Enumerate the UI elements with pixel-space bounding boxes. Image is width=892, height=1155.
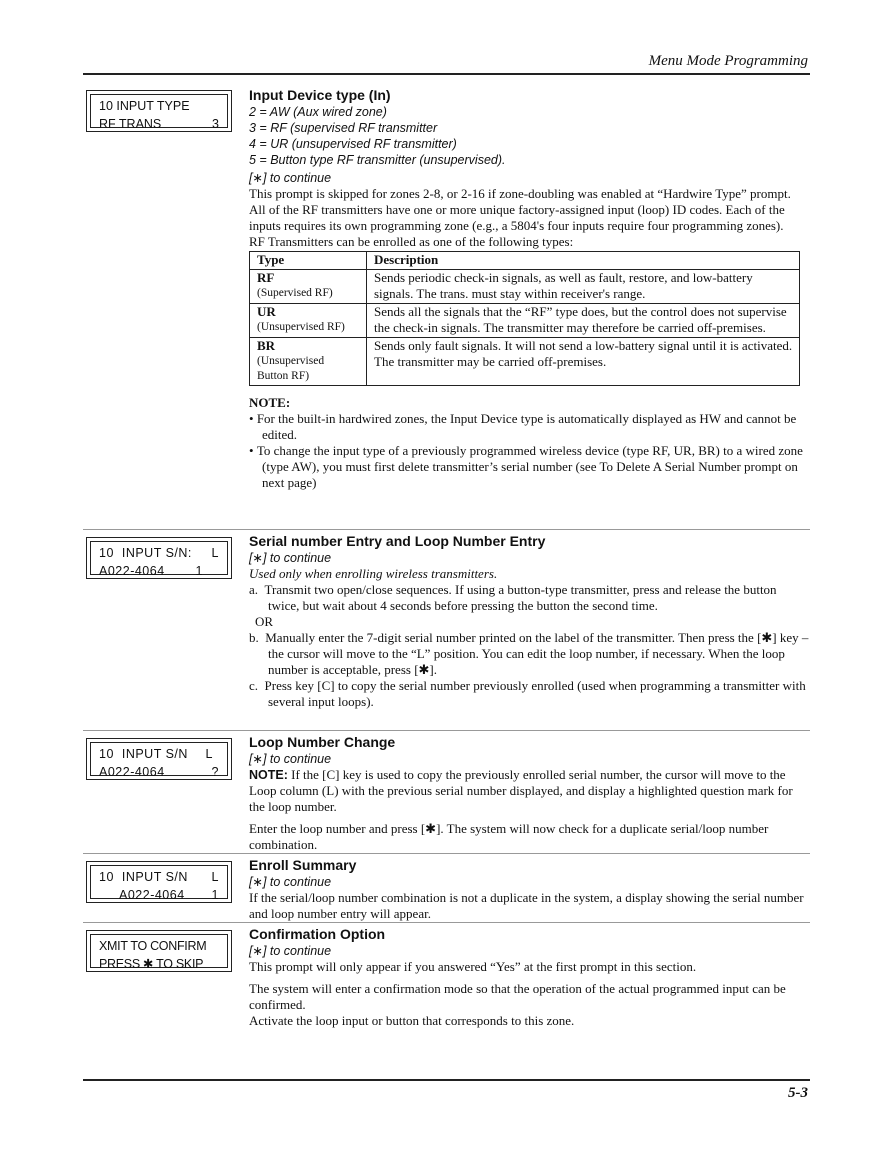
type-cell: [250, 270, 367, 304]
section-divider: [83, 853, 810, 854]
continue-instruction: [∗] to continue: [249, 171, 332, 185]
section-heading: Enroll Summary: [249, 857, 357, 873]
section-heading: Serial number Entry and Loop Number Entry: [249, 533, 546, 549]
type-cell: [250, 304, 367, 338]
lcd-line1-right: L: [205, 747, 213, 761]
description-cell: Sends only fault signals. It will not send a low-battery signal until it is activated. The transmitter may be carried off-premises.: [367, 338, 800, 386]
section-heading: Confirmation Option: [249, 926, 386, 942]
option-line: 3 = RF (supervised RF transmitter: [249, 121, 438, 135]
list-item-a: [249, 582, 809, 614]
lcd-display-confirmation: [86, 930, 232, 972]
lcd-line1: 10 INPUT TYPE: [99, 99, 190, 113]
lcd-line2-right: 1: [211, 888, 219, 902]
option-line: 4 = UR (unsupervised RF transmitter): [249, 137, 457, 151]
item-label: b.: [249, 630, 259, 645]
paragraph: All of the RF transmitters have one or more unique factory-assigned input (loop) ID codes. Each of the inputs requires its own programming zone (e.g., a 5804's four inputs require four programming zones).: [249, 202, 785, 233]
lcd-line2-right: ?: [211, 765, 219, 779]
lcd-display-loop-change: [86, 738, 232, 780]
section-confirmation-option: [249, 926, 809, 1029]
section-divider: [83, 529, 810, 530]
description-cell: Sends periodic check-in signals, as well as fault, restore, and low-battery signals. The trans. must stay within receiver's range.: [367, 270, 800, 304]
note-label: NOTE:: [249, 768, 288, 782]
lcd-line2: A022-4064: [119, 888, 185, 902]
section-divider: [83, 922, 810, 923]
lcd-line2: A022-4064: [99, 765, 165, 779]
lcd-line2: RF TRANS: [99, 117, 162, 131]
type-subtitle: (Unsupervised RF): [257, 321, 345, 333]
page-number: 5-3: [788, 1085, 808, 1101]
item-text: Manually enter the 7-digit serial number printed on the label of the transmitter. Then press the [✱] key – the cursor will move to the “L” position. You can edit the loop number, if necessary. When the loop number is acceptable, press [✱].: [265, 630, 809, 677]
continue-instruction: [∗] to continue: [249, 752, 332, 766]
table-row: [250, 304, 800, 338]
type-code: RF: [257, 270, 275, 285]
table-header-type: Type: [250, 252, 367, 270]
lcd-line1-right: L: [211, 546, 219, 560]
paragraph: If the serial/loop number combination is not a duplicate in the system, a display showing the serial number and loop number entry will appear.: [249, 890, 804, 921]
bullet-glyph: •: [249, 443, 257, 458]
item-text: Press key [C] to copy the serial number previously enrolled (used when programming a transmitter with several input loops).: [264, 678, 806, 709]
footer-rule: [83, 1079, 810, 1081]
bullet-glyph: •: [249, 411, 257, 426]
lcd-line1: 10 INPUT S/N: [99, 870, 188, 884]
intro-text: Used only when enrolling wireless transmitters.: [249, 566, 498, 581]
table-header-row: [250, 252, 800, 270]
list-item-b: [249, 630, 809, 678]
item-label: c.: [249, 678, 259, 693]
note-text: To change the input type of a previously programmed wireless device (type RF, UR, BR) to a wired zone (type AW), you must first delete transmitter’s serial number (see To Delete A Serial Number prompt on next page): [256, 443, 803, 490]
section-heading: Input Device type (In): [249, 87, 391, 103]
paragraph: Activate the loop input or button that corresponds to this zone.: [249, 1013, 575, 1028]
lcd-line2-right: 1: [195, 564, 203, 578]
continue-instruction: [∗] to continue: [249, 944, 332, 958]
note-bullet: [249, 443, 809, 491]
option-line: 2 = AW (Aux wired zone): [249, 105, 387, 119]
table-row: [250, 338, 800, 386]
table-row: [250, 270, 800, 304]
section-serial-number-entry: [249, 533, 809, 710]
running-header: Menu Mode Programming: [648, 53, 808, 69]
note-bullet: [249, 411, 809, 443]
or-text: OR: [255, 614, 274, 629]
paragraph: This prompt will only appear if you answered “Yes” at the first prompt in this section.: [249, 959, 697, 974]
section-loop-number-change: [249, 734, 809, 853]
lcd-line1: 10 INPUT S/N:: [99, 546, 192, 560]
description-cell: Sends all the signals that the “RF” type does, but the control does not supervise the check-in signals. The transmitter may therefore be carried off-premises.: [367, 304, 800, 338]
note-text: For the built-in hardwired zones, the Input Device type is automatically displayed as HW and cannot be edited.: [256, 411, 797, 442]
type-code: BR: [257, 338, 276, 353]
lcd-line2: PRESS ✱ TO SKIP: [99, 957, 204, 971]
rf-types-table: [249, 251, 800, 386]
continue-instruction: [∗] to continue: [249, 551, 332, 565]
item-label: a.: [249, 582, 259, 597]
item-text: Transmit two open/close sequences. If using a button-type transmitter, press and release the button twice, but wait about 4 seconds before pressing the button the second time.: [264, 582, 777, 613]
table-header-description: Description: [367, 252, 800, 270]
lcd-line1: 10 INPUT S/N: [99, 747, 188, 761]
lcd-display-input-type: [86, 90, 232, 132]
paragraph: This prompt is skipped for zones 2-8, or 2-16 if zone-doubling was enabled at “Hardwire Type” prompt.: [249, 186, 791, 201]
type-code: UR: [257, 304, 276, 319]
list-item-c: [249, 678, 809, 710]
section-divider: [83, 730, 810, 731]
note-text: If the [C] key is used to copy the previously enrolled serial number, the cursor will move to the Loop column (L) with the previous serial number displayed, and display a highlighted question mark for the loop number.: [249, 767, 793, 814]
section-heading: Loop Number Change: [249, 734, 396, 750]
type-subtitle: (Supervised RF): [257, 287, 333, 299]
section-input-device-type: [249, 87, 809, 491]
lcd-line2-right: 3: [212, 117, 219, 131]
lcd-display-enroll-summary: [86, 861, 232, 903]
lcd-line2: A022-4064: [99, 564, 165, 578]
lcd-line1: XMIT TO CONFIRM: [99, 939, 207, 953]
paragraph: RF Transmitters can be enrolled as one of the following types:: [249, 234, 574, 249]
note-paragraph: [249, 767, 809, 815]
header-rule: [83, 73, 810, 75]
paragraph: The system will enter a confirmation mode so that the operation of the actual programmed input can be confirmed.: [249, 981, 786, 1012]
lcd-line1-right: L: [211, 870, 219, 884]
paragraph: Enter the loop number and press [✱]. The system will now check for a duplicate serial/loop number combination.: [249, 821, 769, 852]
continue-instruction: [∗] to continue: [249, 875, 332, 889]
section-enroll-summary: [249, 857, 809, 922]
type-cell: [250, 338, 367, 386]
type-subtitle: (Unsupervised Button RF): [257, 355, 325, 382]
lcd-display-serial-entry: [86, 537, 232, 579]
note-label: NOTE:: [249, 395, 291, 410]
option-line: 5 = Button type RF transmitter (unsupervised).: [249, 153, 506, 167]
